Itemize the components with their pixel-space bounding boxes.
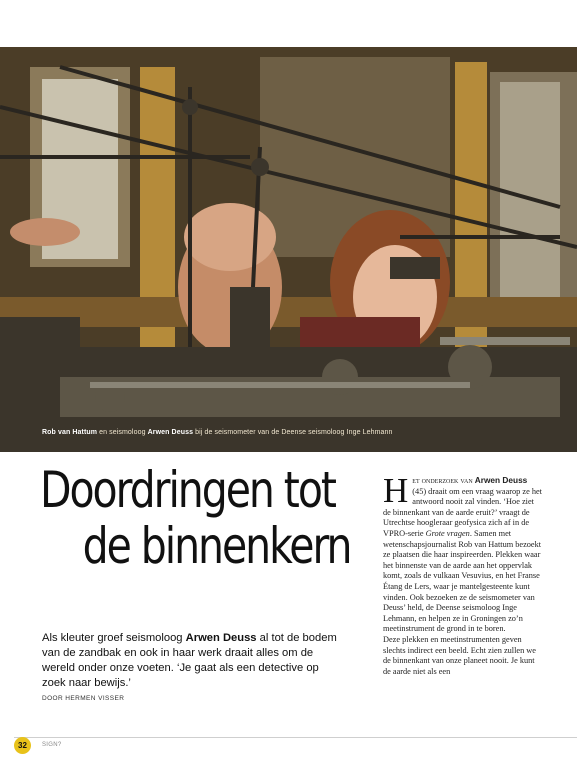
caption-name-rob: Rob van Hattum [42,429,98,436]
p1-c: . Samen met wetenschapsjournalist Rob van Hattum bezoekt ze plaatsen die haar inspireerden. Plekken waar het binnenste van de aarde aan het oppervlak komt, zoals de vulkaan Vesuvius, en het Franse Étang de Lers, waar je mantelgesteente kunt vinden. Ook bezoeken ze de seismometer van Deuss’ held, de Deense seismoloog Inge Lehmann, en helpen ze in Groningen zo’n meetinstrument de grond in te boren. [383,528,542,634]
drop-cap: H [383,471,409,510]
seismometer-photo-illustration [0,47,577,452]
p1-b: (45) draait om een vraag waarop ze het antwoord nooit zal vinden. ‘Hoe ziet de binnenkant van de aarde eruit?’ vraagt de Utrechtse hoogleraar geofysica zich af in de VPRO-serie [383,486,542,538]
body-column [383,471,543,677]
body-paragraph-2: Deze plekken en meetinstrumenten geven slechts indirect een beeld. Echt zien zullen we de binnenkant van onze planeet nooit. Je kunt de aarde niet als een [383,634,536,676]
p1-a: et onderzoek van [412,476,475,485]
intro-part-2: al tot de bodem van de zandbak en ook in haar werk draait alles om de wereld onder onze voeten. ‘Je gaat als een detective op zoek naar bewijs.’ [42,632,337,689]
body-paragraph-1 [383,471,543,635]
article-photo [0,47,577,452]
title-line-2: de binnenkern [82,517,351,575]
photo-caption [42,429,393,436]
footer-rule [14,737,577,738]
caption-mid: en seismoloog [97,429,148,436]
p1-series: Grote vragen [425,528,470,538]
publication-name: SIGN? [42,742,62,748]
title-line-1: Doordringen tot [40,461,335,519]
caption-rest: bij de seismometer van de Deense seismoloog Inge Lehmann [193,429,393,436]
article-intro [42,631,342,691]
byline: DOOR HERMEN VISSER [42,695,125,702]
page-number-badge: 32 [14,737,31,754]
article-title [40,461,351,575]
intro-part-1: Als kleuter groef seismoloog [42,632,186,644]
intro-name: Arwen Deuss [185,632,257,644]
caption-name-arwen: Arwen Deuss [147,429,194,436]
p1-name: Arwen Deuss [474,475,528,485]
